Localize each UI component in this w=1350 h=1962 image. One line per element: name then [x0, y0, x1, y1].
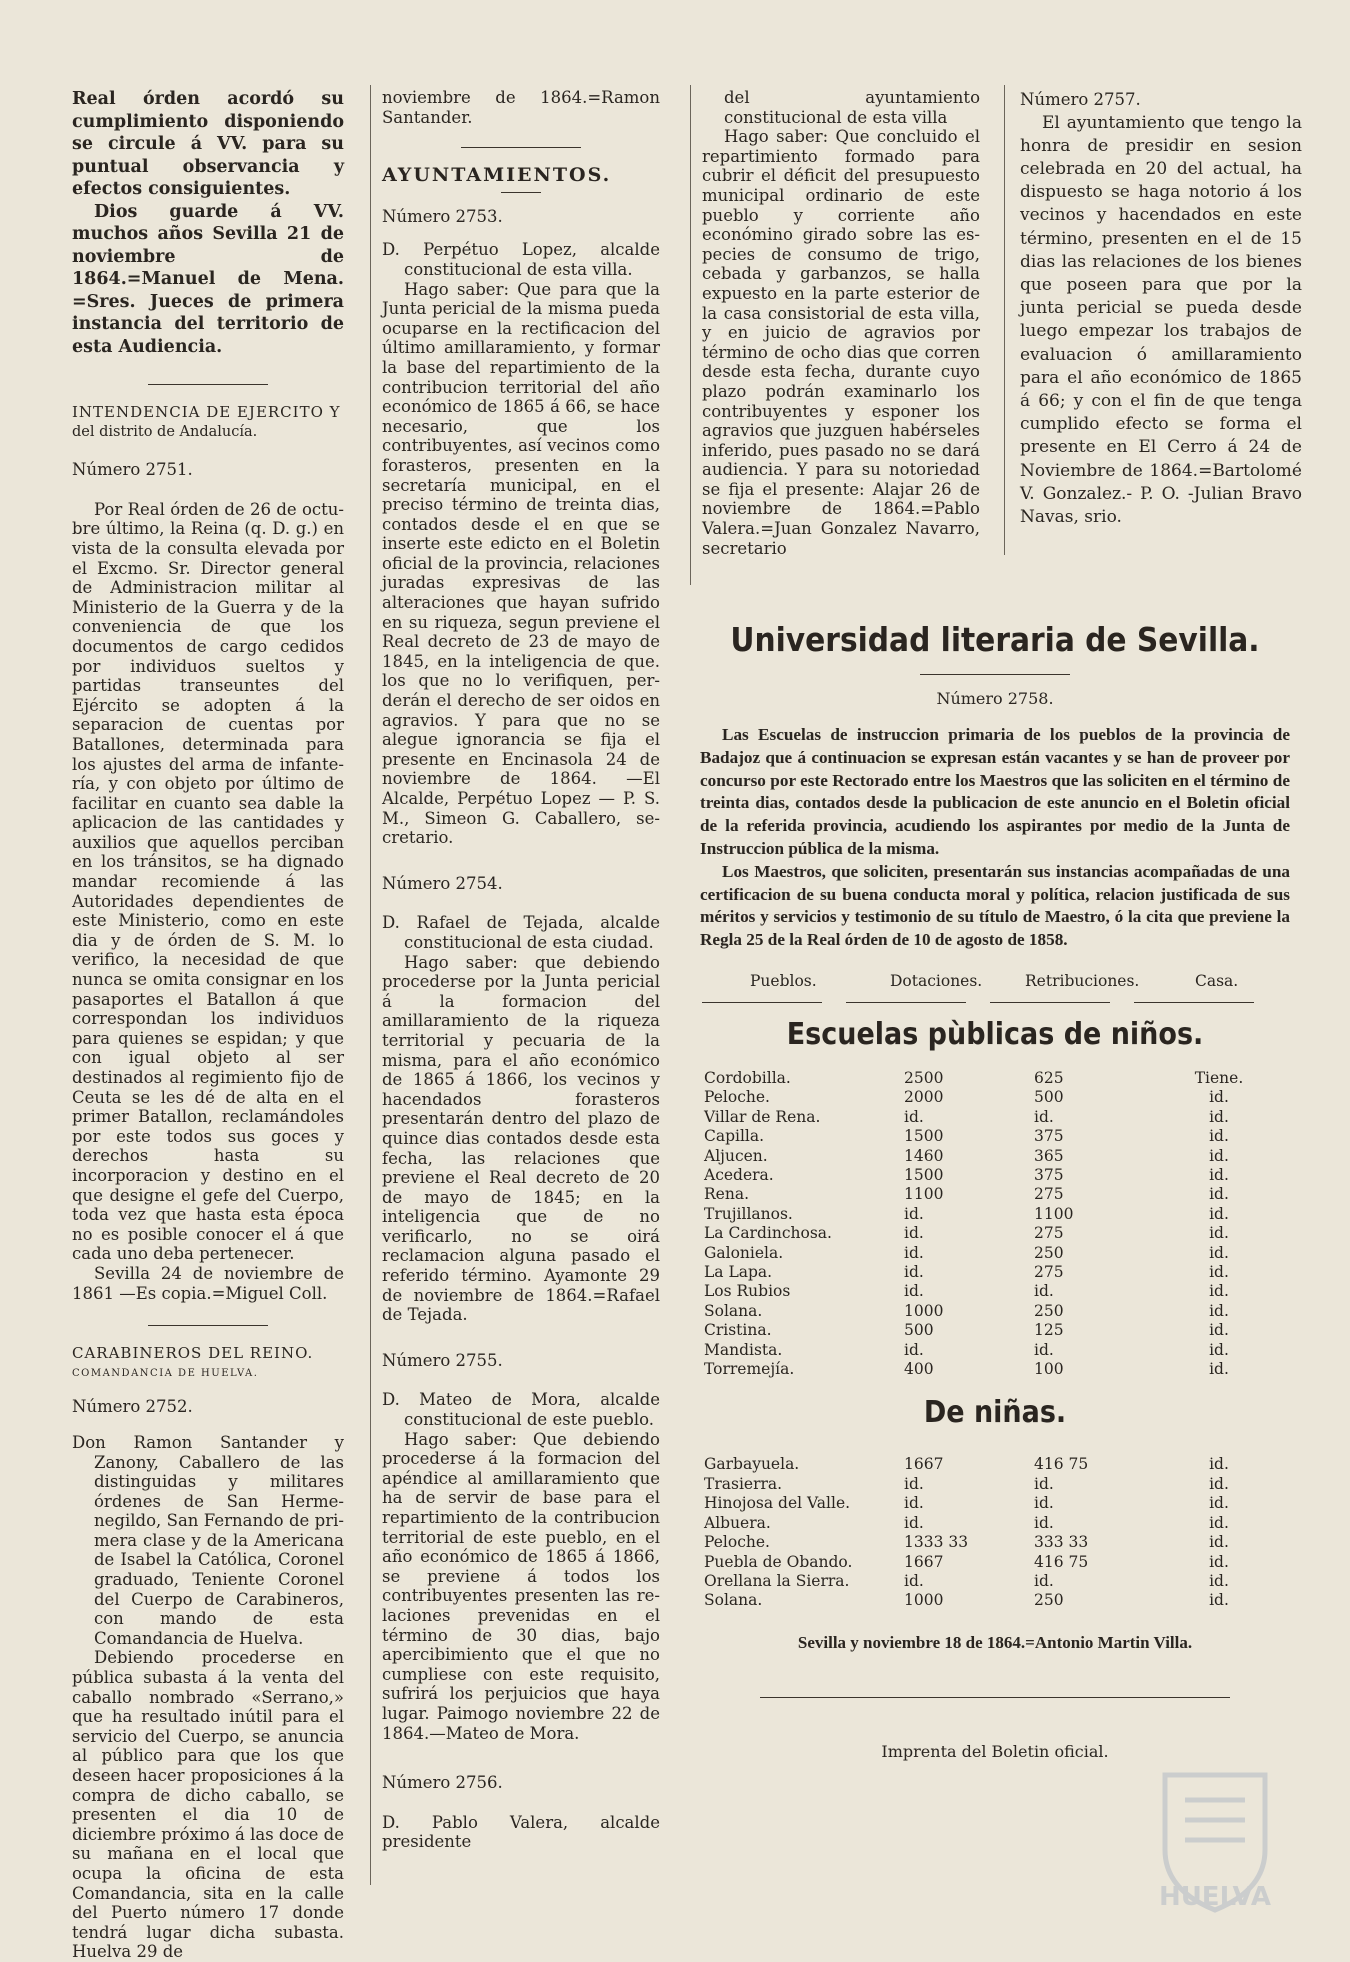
notice-2752-end: noviembre de 1864.=Ramon Santander. [382, 88, 660, 127]
notice-2755-header: D. Mateo de Mora, alcalde constitucional de este pueblo. [382, 1390, 660, 1430]
table-row [704, 1088, 1264, 1107]
col-header-retribuciones: Retribuciones. [1025, 971, 1140, 990]
table-cell: id. [904, 1513, 924, 1532]
table-cell: Tiene. [1194, 1068, 1244, 1087]
table-cell: id. [904, 1340, 924, 1359]
table-cell: 500 [1034, 1088, 1064, 1107]
column-2 [382, 88, 660, 1852]
table-cell: 1460 [904, 1146, 944, 1165]
table-cell: id. [1209, 1533, 1229, 1552]
table-cell: id. [904, 1474, 924, 1493]
table-cell: 375 [1034, 1166, 1064, 1184]
table-cell: La Cardinchosa. [704, 1224, 832, 1243]
table-cell: Peloche. [704, 1088, 770, 1107]
table-cell: id. [1209, 1127, 1229, 1146]
table-row [704, 1127, 1264, 1146]
table-cell: 375 [1034, 1127, 1064, 1146]
table-row [704, 1205, 1264, 1224]
table-row [704, 1069, 1264, 1088]
number-2755: Número 2755. [382, 1350, 503, 1370]
table-cell: 625 [1034, 1068, 1064, 1087]
table-cell: 1667 [904, 1455, 944, 1474]
table-cell: 1667 [904, 1552, 944, 1571]
table-cell: Cristina. [704, 1321, 772, 1340]
table-row [704, 1494, 1264, 1513]
table-cell: Capilla. [704, 1127, 765, 1146]
table-cell: 275 [1034, 1224, 1064, 1243]
table-row [704, 1341, 1264, 1360]
notice-2756-header: D. Pablo Valera, alcalde presidente [382, 1812, 660, 1852]
notice-2752-body: Debiendo procederse en pública subasta á la venta del caballo nombrado «Serrano,» que ha resultado inútil para el servicio del Cuerpo, se anuncia al público para que los que deseen hacer proposiciones á la compra de dicho caballo, se presenten el dia 10 de diciembre próximo á las doce de su mañana en el local que ocupa la oficina de esta Comandancia, sita en la calle del Puerto número 17 donde tendrá lugar dicha subasta. Huelva 29 de [72, 1648, 345, 1962]
table-cell: id. [1034, 1107, 1054, 1126]
table-cell: 1333 33 [904, 1533, 969, 1552]
table-cell: id. [1209, 1224, 1229, 1243]
table-cell: id. [1209, 1282, 1229, 1301]
table-cell: id. [1209, 1088, 1229, 1107]
table-cell: Galoniela. [704, 1243, 784, 1262]
table-row [704, 1360, 1264, 1379]
table-cell: 250 [1034, 1243, 1064, 1262]
table-cell: Solana. [704, 1301, 763, 1320]
table-cell: 400 [904, 1360, 934, 1379]
university-section [700, 618, 1290, 1761]
table-cell: id. [904, 1204, 924, 1223]
table-cell: 125 [1034, 1321, 1064, 1340]
university-notice-p1: Las Escuelas de instruccion primaria de los pueblos de la provincia de Badajoz que á continuacion se expresan están vacantes y se han de proveer por concurso por este Rectorado entre los Maestros que las soliciten en el término de treinta dias, contados desde la publicacion de este anuncio en el Boletin oficial de la referida provincia, acudiendo los aspirantes por medio de la Junta de Instruccion pública de la misma. [700, 725, 1290, 858]
table-cell: 1000 [904, 1301, 944, 1320]
table-cell: id. [1209, 1513, 1229, 1532]
ninas-table [704, 1455, 1264, 1610]
table-row [704, 1166, 1264, 1185]
table-cell: 275 [1034, 1263, 1064, 1282]
table-cell: 416 75 [1034, 1552, 1089, 1571]
table-cell: Torremejía. [704, 1360, 795, 1379]
table-cell: 275 [1034, 1185, 1064, 1204]
column-1 [72, 88, 344, 1962]
table-cell: Garbayuela. [704, 1455, 800, 1474]
table-cell: Orellana la Sierra. [704, 1571, 850, 1590]
carabineros-heading: CARABINEROS DEL REINO. [72, 1344, 314, 1363]
table-cell: id. [1209, 1474, 1229, 1493]
table-row [704, 1591, 1264, 1610]
huelva-watermark-icon [1140, 1755, 1290, 1915]
table-cell: id. [1209, 1263, 1229, 1282]
table-cell: Peloche. [704, 1533, 770, 1552]
notice-2751-signature: Sevilla 24 de noviembre de 1861 —Es copia.=Miguel Coll. [72, 1263, 344, 1303]
table-cell: id. [1209, 1146, 1229, 1165]
table-cell: id. [1209, 1552, 1229, 1571]
table-cell: 333 33 [1034, 1533, 1089, 1552]
notice-2755-body: Hago saber: Que debiendo procederse á la formacion del apéndice al amillaramiento que ha de servir de base para el repartimiento de la contribucion territorial de este pueblo, en el año económico de 1865 á 1866, se previene á todos los contribuyentes presenten las relaciones prevenidas en el término de 30 dias, bajo apercibimiento que el que no cumpliese con este requisito, sufrirá los perjuicios que haya lugar. Paimogo noviembre 22 de 1864.—Mateo de Mora. [382, 1429, 660, 1743]
table-row [704, 1282, 1264, 1301]
table-cell: 2000 [904, 1088, 944, 1107]
notice-2753-body: Hago saber: Que para que la Junta pericial de la misma pueda ocuparse en la rectificacion del último amillaramiento, y formar la base del repartimiento de la contribucion territorial del año económico de 1865 á 66, se hace necesario, que los contribuyentes, así vecinos como forasteros, presenten en la secretaría municipal, en el preciso término de treinta dias, contados desde el en que se inserte este edicto en el Boletin oficial de la provincia, relaciones juradas expresivas de las alteraciones que hayan sufrido en su riqueza, segun previene el Real decreto de 23 de mayo de 1845, en la inteligencia de que. los que no lo verifiquen, perderán el derecho de ser oidos en agravios. Y para que no se alegue ignorancia se fija el presente en Encinasola 24 de noviembre de 1864. —El Alcalde, Perpétuo Lopez — P. S. M., Simeon G. Caballero, secretario. [382, 279, 660, 848]
table-row [704, 1572, 1264, 1591]
table-cell: id. [1209, 1301, 1229, 1320]
university-title: Universidad literaria de Sevilla. [730, 620, 1260, 659]
intendencia-heading: INTENDENCIA DE EJERCITO Y [72, 403, 341, 421]
table-cell: 1100 [904, 1185, 944, 1204]
table-row [704, 1147, 1264, 1166]
table-row [704, 1553, 1264, 1572]
table-cell: id. [1209, 1360, 1229, 1379]
table-cell: Hinojosa del Valle. [704, 1494, 851, 1513]
table-cell: id. [904, 1494, 924, 1513]
table-row [704, 1514, 1264, 1533]
notice-2754-header: D. Rafael de Tejada, alcalde constitucional de esta ciudad. [382, 913, 660, 952]
table-cell: id. [1034, 1571, 1054, 1590]
notice-2751-body: Por Real órden de 26 de octubre último, la Reina (q. D. g.) en vista de la consulta elevada por el Excmo. Sr. Director general de Administracion militar al Ministerio de la Guerra y de la conveniencia de que los documentos de cargo cedidos por individuos sueltos y partidas transeuntes del Ejército se adopten á la separacion de cuentas por Batallones, determinada para los ajustes del arma de infantería, y con objeto por último de facilitar en cuanto sea dable la aplicacion de las cantidades y auxilios que aquellos perciban en los tránsitos, se ha dignado mandar recomiende á las Autoridades dependientes de este Ministerio, como en este dia y de órden de S. M. lo verifico, la necesidad de que nunca se omita consignar en los pasaportes el Batallon á que correspondan los individuos para quienes se espidan; y que con igual objeto al ser destinados al regimiento fijo de Ceuta se les dé de alta en el primer Batallon, reclamándoles por este todos sus goces y derechos hasta su incorporacion y destino en el que designe el gefe del Cuerpo, toda vez que hasta esta época no es posible conocer el á que cada uno deba pertenecer. [72, 499, 344, 1264]
table-row [704, 1302, 1264, 1321]
table-cell: 500 [904, 1321, 934, 1340]
table-cell: id. [904, 1243, 924, 1262]
table-cell: id. [1034, 1282, 1054, 1301]
ninas-title: De niñas. [923, 1395, 1067, 1431]
table-cell: La Lapa. [704, 1263, 773, 1282]
table-cell: Solana. [704, 1591, 763, 1610]
table-cell: id. [1209, 1204, 1229, 1223]
notice-2756-body: Hago saber: Que concluido el repartimiento formado para cubrir el déficit del presupuesto municipal ordinario de este pueblo y corriente año económino girado sobre las especies de consumo de trigo, cebada y garbanzos, se halla expuesto en la parte esterior de la casa consistorial de esta villa, y en juicio de agravios por término de ocho dias que corren desde esta fecha, durante cuyo plazo podrán examinarlo los contribuyentes y esponer los agravios que juzguen habérseles inferido, pues pasado no se dará audiencia. Y para su notoriedad se fija el presente: Alajar 26 de noviembre de 1864.=Pablo Valera.=Juan Gonzalez Navarro, secretario [702, 127, 980, 558]
watermark-text: HUELVA [1158, 1882, 1272, 1912]
table-cell: id. [1209, 1185, 1229, 1204]
table-cell: id. [904, 1571, 924, 1590]
column-4 [1020, 90, 1302, 529]
university-notice-p2: Los Maestros, que soliciten, presentarán sus instancias acompañadas de una certificacion de su buena conducta moral y política, relacion justificada de sus méritos y servicios y testimonio de su título de Maestro, ó la cita que previene la Regla 25 de la Real órden de 10 de agosto de 1858. [700, 861, 1290, 950]
table-cell: 250 [1034, 1301, 1064, 1320]
table-cell: 250 [1034, 1591, 1064, 1610]
number-2757: Número 2757. [1020, 90, 1141, 109]
table-cell: Cordobilla. [704, 1068, 791, 1087]
order-text: Real órden acordó su cumplimiento disponiendo se circule á VV. para su puntual observancia y efectos consiguientes. [72, 89, 344, 199]
ninos-table [704, 1069, 1264, 1380]
col-header-casa: Casa. [1195, 971, 1239, 990]
table-cell: id. [1209, 1340, 1229, 1359]
table-cell: Los Rubios [704, 1282, 791, 1301]
table-row [704, 1455, 1264, 1474]
table-cell: Albuera. [704, 1513, 771, 1532]
table-row [704, 1108, 1264, 1127]
col-header-dotaciones: Dotaciones. [890, 971, 983, 990]
notice-2757-body: El ayuntamiento que tengo la honra de presidir en sesion celebrada en 20 del actual, ha dispuesto se haga notorio á los vecinos y hacendados en este término, presenten en el de 15 dias las relaciones de los bienes que poseen para que por la junta pericial se pueda desde luego empezar los trabajos de evaluacion ó amillaramiento para el año económico de 1865 á 66; y con el fin de que tenga cumplido efecto se forma el presente en El Cerro á 24 de Noviembre de 1864.=Bartolomé V. Gonzalez.- P. O. -Julian Bravo Navas, srio. [1020, 112, 1302, 528]
table-row [704, 1321, 1264, 1340]
col-header-pueblos: Pueblos. [750, 971, 817, 990]
table-cell: 365 [1034, 1146, 1064, 1165]
column-rule [370, 85, 371, 1885]
table-cell: Villar de Rena. [704, 1107, 821, 1126]
table-row [704, 1263, 1264, 1282]
table-cell: id. [1209, 1243, 1229, 1262]
column-rule [690, 85, 691, 585]
number-2756: Número 2756. [382, 1773, 503, 1793]
table-cell: id. [1209, 1166, 1229, 1184]
notice-2754-body: Hago saber: que debiendo procederse por la Junta pericial á la formacion del amillaramiento de la riqueza territorial y pecuaria de la misma, para el año económico de 1865 á 1866, los vecinos y hacendados forasteros presentarán dentro del plazo de quince dias contados desde esta fecha, las relaciones que previene el Real decreto de 20 de mayo de 1845; en la inteligencia que de no verificarlo, no se oirá reclamacion alguna pasado el referido término. Ayamonte 29 de noviembre de 1864.=Rafael de Tejada. [382, 952, 660, 1325]
number-2753: Número 2753. [382, 206, 503, 226]
number-2754: Número 2754. [382, 873, 503, 893]
table-cell: id. [1034, 1340, 1054, 1359]
table-row [704, 1475, 1264, 1494]
table-row [704, 1533, 1264, 1552]
table-cell: id. [904, 1282, 924, 1301]
table-cell: id. [1209, 1321, 1229, 1340]
table-cell: 416 75 [1034, 1455, 1089, 1474]
ninos-title: Escuelas pùblicas de niños. [786, 1016, 1204, 1052]
table-row [704, 1185, 1264, 1204]
table-cell: 1100 [1034, 1204, 1074, 1223]
table-cell: id. [1209, 1455, 1229, 1474]
intendencia-subheading: del distrito de Andalucía. [72, 423, 258, 440]
column-3 [702, 88, 980, 558]
table-header [700, 972, 1290, 990]
table-cell: id. [1034, 1513, 1054, 1532]
table-cell: id. [1034, 1494, 1054, 1513]
table-cell: id. [904, 1224, 924, 1243]
table-cell: id. [1209, 1107, 1229, 1126]
university-signature: Sevilla y noviembre 18 de 1864.=Antonio Martin Villa. [797, 1632, 1193, 1652]
column-rule [1004, 85, 1005, 555]
table-cell: Mandista. [704, 1340, 783, 1359]
table-row [704, 1224, 1264, 1243]
table-cell: Trujillanos. [704, 1204, 793, 1223]
imprenta-footer: Imprenta del Boletin oficial. [881, 1741, 1109, 1761]
notice-2752-header: Don Ramon Santander y Zanony, Caballero de las distinguidas y militares órdenes de San Hermenegildo, San Fernando de primera clase y de la Americana de Isabel la Católica, Coronel graduado, Teniente Coronel del Cuerpo de Carabineros, con mando de esta Comandancia de Huelva. [72, 1432, 344, 1648]
number-2758: Número 2758. [936, 689, 1054, 708]
table-row [704, 1244, 1264, 1263]
number-2752: Número 2752. [72, 1397, 193, 1417]
number-2751: Número 2751. [72, 460, 193, 480]
table-cell: id. [904, 1263, 924, 1282]
table-cell: id. [904, 1107, 924, 1126]
table-cell: Aljucen. [704, 1146, 768, 1165]
table-cell: Trasierra. [704, 1474, 783, 1493]
table-cell: 1000 [904, 1591, 944, 1610]
table-cell: Rena. [704, 1185, 749, 1204]
notice-2753-header: D. Perpétuo Lopez, alcalde constitucional de esta villa. [382, 240, 660, 279]
table-cell: id. [1209, 1571, 1229, 1590]
notice-2756-header-end: del ayuntamiento constitucional de esta villa [724, 88, 980, 127]
carabineros-subheading: COMANDANCIA DE HUELVA. [72, 1367, 259, 1379]
table-cell: Puebla de Obando. [704, 1552, 853, 1571]
table-cell: 1500 [904, 1127, 944, 1146]
table-cell: Acedera. [704, 1166, 774, 1184]
table-cell: id. [1209, 1494, 1229, 1513]
ayuntamientos-heading: AYUNTAMIENTOS. [382, 164, 612, 187]
table-cell: 1500 [904, 1166, 944, 1184]
table-cell: id. [1209, 1591, 1229, 1610]
table-cell: 100 [1034, 1360, 1064, 1379]
table-cell: id. [1034, 1474, 1054, 1493]
order-signature: Dios guarde á VV. muchos años Sevilla 21 de noviembre de 1864.=Manuel de Mena. =Sres. Jueces de primera instancia del territorio de esta Audiencia. [72, 201, 344, 357]
table-cell: 2500 [904, 1068, 944, 1087]
